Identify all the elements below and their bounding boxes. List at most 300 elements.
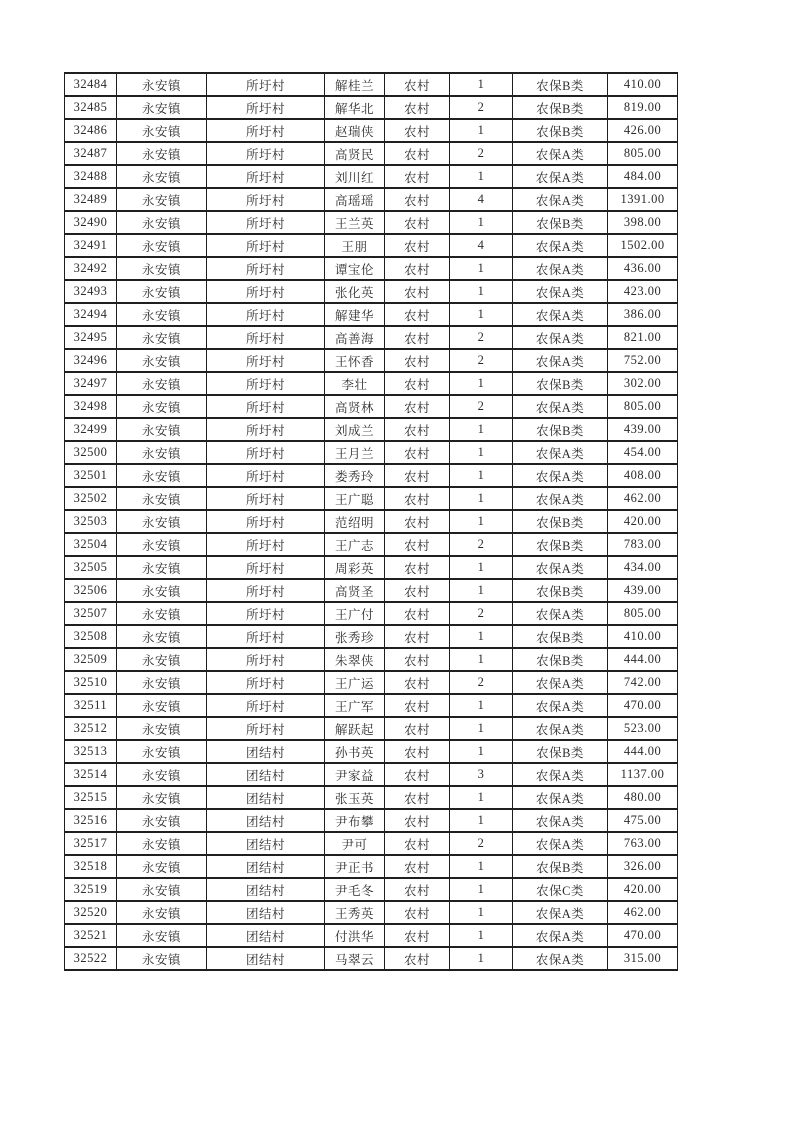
insurance-category-cell: 农保B类 (513, 96, 608, 119)
row-id-cell: 32509 (65, 648, 117, 671)
person-count-cell: 1 (450, 717, 513, 740)
amount-cell: 420.00 (608, 878, 678, 901)
amount-cell: 783.00 (608, 533, 678, 556)
town-cell: 永安镇 (117, 602, 207, 625)
amount-cell: 1391.00 (608, 188, 678, 211)
name-cell: 高贤圣 (325, 579, 385, 602)
row-id-cell: 32507 (65, 602, 117, 625)
residence-type-cell: 农村 (385, 441, 450, 464)
table-row (65, 671, 678, 694)
table-row (65, 96, 678, 119)
village-cell: 所圩村 (207, 625, 325, 648)
insurance-category-cell: 农保A类 (513, 671, 608, 694)
table-row (65, 487, 678, 510)
town-cell: 永安镇 (117, 395, 207, 418)
residence-type-cell: 农村 (385, 510, 450, 533)
village-cell: 团结村 (207, 763, 325, 786)
residence-type-cell: 农村 (385, 625, 450, 648)
insurance-category-cell: 农保A类 (513, 901, 608, 924)
row-id-cell: 32501 (65, 464, 117, 487)
name-cell: 解跃起 (325, 717, 385, 740)
residence-type-cell: 农村 (385, 579, 450, 602)
person-count-cell: 1 (450, 579, 513, 602)
residence-type-cell: 农村 (385, 809, 450, 832)
row-id-cell: 32506 (65, 579, 117, 602)
residence-type-cell: 农村 (385, 349, 450, 372)
town-cell: 永安镇 (117, 280, 207, 303)
name-cell: 马翠云 (325, 947, 385, 970)
residence-type-cell: 农村 (385, 878, 450, 901)
person-count-cell: 2 (450, 832, 513, 855)
table-row (65, 464, 678, 487)
amount-cell: 470.00 (608, 694, 678, 717)
table-row (65, 73, 678, 96)
person-count-cell: 1 (450, 418, 513, 441)
table-row (65, 786, 678, 809)
amount-cell: 821.00 (608, 326, 678, 349)
insurance-category-cell: 农保B类 (513, 625, 608, 648)
village-cell: 所圩村 (207, 648, 325, 671)
row-id-cell: 32511 (65, 694, 117, 717)
amount-cell: 326.00 (608, 855, 678, 878)
village-cell: 所圩村 (207, 96, 325, 119)
table-row (65, 211, 678, 234)
amount-cell: 436.00 (608, 257, 678, 280)
residence-type-cell: 农村 (385, 947, 450, 970)
insurance-category-cell: 农保A类 (513, 786, 608, 809)
insurance-category-cell: 农保A类 (513, 441, 608, 464)
name-cell: 尹家益 (325, 763, 385, 786)
row-id-cell: 32521 (65, 924, 117, 947)
village-cell: 所圩村 (207, 441, 325, 464)
amount-cell: 475.00 (608, 809, 678, 832)
name-cell: 范绍明 (325, 510, 385, 533)
amount-cell: 523.00 (608, 717, 678, 740)
person-count-cell: 1 (450, 740, 513, 763)
village-cell: 所圩村 (207, 303, 325, 326)
name-cell: 张秀珍 (325, 625, 385, 648)
amount-cell: 805.00 (608, 395, 678, 418)
person-count-cell: 3 (450, 763, 513, 786)
town-cell: 永安镇 (117, 533, 207, 556)
amount-cell: 480.00 (608, 786, 678, 809)
person-count-cell: 1 (450, 119, 513, 142)
person-count-cell: 2 (450, 142, 513, 165)
table-row (65, 855, 678, 878)
row-id-cell: 32486 (65, 119, 117, 142)
town-cell: 永安镇 (117, 625, 207, 648)
residence-type-cell: 农村 (385, 556, 450, 579)
town-cell: 永安镇 (117, 901, 207, 924)
row-id-cell: 32485 (65, 96, 117, 119)
table-row (65, 533, 678, 556)
town-cell: 永安镇 (117, 510, 207, 533)
town-cell: 永安镇 (117, 303, 207, 326)
residence-type-cell: 农村 (385, 326, 450, 349)
town-cell: 永安镇 (117, 257, 207, 280)
table-row (65, 510, 678, 533)
name-cell: 高贤民 (325, 142, 385, 165)
residence-type-cell: 农村 (385, 763, 450, 786)
person-count-cell: 1 (450, 441, 513, 464)
row-id-cell: 32500 (65, 441, 117, 464)
row-id-cell: 32522 (65, 947, 117, 970)
amount-cell: 420.00 (608, 510, 678, 533)
residence-type-cell: 农村 (385, 418, 450, 441)
town-cell: 永安镇 (117, 717, 207, 740)
village-cell: 所圩村 (207, 142, 325, 165)
residence-type-cell: 农村 (385, 234, 450, 257)
insurance-category-cell: 农保A类 (513, 257, 608, 280)
residence-type-cell: 农村 (385, 372, 450, 395)
person-count-cell: 2 (450, 349, 513, 372)
amount-cell: 423.00 (608, 280, 678, 303)
amount-cell: 1502.00 (608, 234, 678, 257)
row-id-cell: 32487 (65, 142, 117, 165)
name-cell: 张玉英 (325, 786, 385, 809)
amount-cell: 742.00 (608, 671, 678, 694)
person-count-cell: 1 (450, 73, 513, 96)
name-cell: 尹毛冬 (325, 878, 385, 901)
name-cell: 解华北 (325, 96, 385, 119)
row-id-cell: 32494 (65, 303, 117, 326)
name-cell: 娄秀玲 (325, 464, 385, 487)
insurance-category-cell: 农保A类 (513, 763, 608, 786)
residence-type-cell: 农村 (385, 487, 450, 510)
village-cell: 所圩村 (207, 671, 325, 694)
row-id-cell: 32495 (65, 326, 117, 349)
row-id-cell: 32515 (65, 786, 117, 809)
name-cell: 王广军 (325, 694, 385, 717)
register-table-body (65, 73, 678, 970)
village-cell: 团结村 (207, 947, 325, 970)
town-cell: 永安镇 (117, 119, 207, 142)
village-cell: 所圩村 (207, 165, 325, 188)
table-row (65, 119, 678, 142)
residence-type-cell: 农村 (385, 73, 450, 96)
name-cell: 王月兰 (325, 441, 385, 464)
person-count-cell: 1 (450, 786, 513, 809)
village-cell: 所圩村 (207, 372, 325, 395)
name-cell: 赵瑞侠 (325, 119, 385, 142)
table-row (65, 924, 678, 947)
town-cell: 永安镇 (117, 211, 207, 234)
village-cell: 所圩村 (207, 418, 325, 441)
amount-cell: 805.00 (608, 602, 678, 625)
name-cell: 解桂兰 (325, 73, 385, 96)
person-count-cell: 2 (450, 326, 513, 349)
row-id-cell: 32520 (65, 901, 117, 924)
residence-type-cell: 农村 (385, 280, 450, 303)
insurance-category-cell: 农保B类 (513, 533, 608, 556)
insurance-category-cell: 农保A类 (513, 326, 608, 349)
insurance-category-cell: 农保A类 (513, 832, 608, 855)
row-id-cell: 32503 (65, 510, 117, 533)
village-cell: 所圩村 (207, 487, 325, 510)
village-cell: 所圩村 (207, 188, 325, 211)
insurance-category-cell: 农保A类 (513, 487, 608, 510)
residence-type-cell: 农村 (385, 924, 450, 947)
insurance-category-cell: 农保A类 (513, 602, 608, 625)
name-cell: 刘成兰 (325, 418, 385, 441)
insurance-category-cell: 农保A类 (513, 142, 608, 165)
town-cell: 永安镇 (117, 832, 207, 855)
insurance-category-cell: 农保B类 (513, 418, 608, 441)
residence-type-cell: 农村 (385, 119, 450, 142)
amount-cell: 752.00 (608, 349, 678, 372)
person-count-cell: 1 (450, 947, 513, 970)
row-id-cell: 32490 (65, 211, 117, 234)
insurance-category-cell: 农保A类 (513, 556, 608, 579)
name-cell: 王兰英 (325, 211, 385, 234)
table-row (65, 901, 678, 924)
name-cell: 孙书英 (325, 740, 385, 763)
name-cell: 朱翠侠 (325, 648, 385, 671)
amount-cell: 805.00 (608, 142, 678, 165)
town-cell: 永安镇 (117, 418, 207, 441)
town-cell: 永安镇 (117, 73, 207, 96)
row-id-cell: 32510 (65, 671, 117, 694)
person-count-cell: 4 (450, 188, 513, 211)
village-cell: 团结村 (207, 740, 325, 763)
insurance-category-cell: 农保A类 (513, 303, 608, 326)
amount-cell: 454.00 (608, 441, 678, 464)
residence-type-cell: 农村 (385, 740, 450, 763)
name-cell: 高瑶瑶 (325, 188, 385, 211)
amount-cell: 386.00 (608, 303, 678, 326)
person-count-cell: 1 (450, 303, 513, 326)
village-cell: 团结村 (207, 832, 325, 855)
row-id-cell: 32519 (65, 878, 117, 901)
table-row (65, 326, 678, 349)
insurance-category-cell: 农保B类 (513, 73, 608, 96)
row-id-cell: 32508 (65, 625, 117, 648)
residence-type-cell: 农村 (385, 533, 450, 556)
row-id-cell: 32496 (65, 349, 117, 372)
amount-cell: 444.00 (608, 648, 678, 671)
amount-cell: 462.00 (608, 487, 678, 510)
amount-cell: 439.00 (608, 418, 678, 441)
person-count-cell: 1 (450, 809, 513, 832)
table-row (65, 280, 678, 303)
amount-cell: 763.00 (608, 832, 678, 855)
name-cell: 尹可 (325, 832, 385, 855)
insurance-category-cell: 农保A类 (513, 349, 608, 372)
row-id-cell: 32513 (65, 740, 117, 763)
amount-cell: 444.00 (608, 740, 678, 763)
amount-cell: 302.00 (608, 372, 678, 395)
village-cell: 所圩村 (207, 211, 325, 234)
amount-cell: 819.00 (608, 96, 678, 119)
town-cell: 永安镇 (117, 579, 207, 602)
insurance-category-cell: 农保B类 (513, 648, 608, 671)
person-count-cell: 1 (450, 372, 513, 395)
row-id-cell: 32488 (65, 165, 117, 188)
person-count-cell: 1 (450, 694, 513, 717)
person-count-cell: 4 (450, 234, 513, 257)
amount-cell: 462.00 (608, 901, 678, 924)
village-cell: 所圩村 (207, 395, 325, 418)
village-cell: 所圩村 (207, 694, 325, 717)
name-cell: 周彩英 (325, 556, 385, 579)
town-cell: 永安镇 (117, 556, 207, 579)
amount-cell: 434.00 (608, 556, 678, 579)
person-count-cell: 1 (450, 878, 513, 901)
insurance-category-cell: 农保A类 (513, 809, 608, 832)
insurance-category-cell: 农保A类 (513, 717, 608, 740)
name-cell: 尹正书 (325, 855, 385, 878)
residence-type-cell: 农村 (385, 832, 450, 855)
row-id-cell: 32489 (65, 188, 117, 211)
residence-type-cell: 农村 (385, 211, 450, 234)
residence-type-cell: 农村 (385, 257, 450, 280)
name-cell: 王广志 (325, 533, 385, 556)
row-id-cell: 32497 (65, 372, 117, 395)
table-row (65, 763, 678, 786)
village-cell: 所圩村 (207, 602, 325, 625)
town-cell: 永安镇 (117, 809, 207, 832)
table-row (65, 694, 678, 717)
village-cell: 所圩村 (207, 533, 325, 556)
village-cell: 团结村 (207, 855, 325, 878)
row-id-cell: 32493 (65, 280, 117, 303)
insurance-category-cell: 农保A类 (513, 188, 608, 211)
insurance-category-cell: 农保A类 (513, 234, 608, 257)
person-count-cell: 1 (450, 855, 513, 878)
town-cell: 永安镇 (117, 878, 207, 901)
table-row (65, 418, 678, 441)
name-cell: 解建华 (325, 303, 385, 326)
insurance-category-cell: 农保A类 (513, 280, 608, 303)
insurance-category-cell: 农保A类 (513, 464, 608, 487)
residence-type-cell: 农村 (385, 142, 450, 165)
row-id-cell: 32505 (65, 556, 117, 579)
amount-cell: 426.00 (608, 119, 678, 142)
town-cell: 永安镇 (117, 464, 207, 487)
amount-cell: 470.00 (608, 924, 678, 947)
table-row (65, 349, 678, 372)
name-cell: 王朋 (325, 234, 385, 257)
name-cell: 王广运 (325, 671, 385, 694)
town-cell: 永安镇 (117, 142, 207, 165)
insurance-category-cell: 农保B类 (513, 855, 608, 878)
village-cell: 所圩村 (207, 717, 325, 740)
insurance-category-cell: 农保B类 (513, 510, 608, 533)
row-id-cell: 32492 (65, 257, 117, 280)
name-cell: 尹布攀 (325, 809, 385, 832)
village-cell: 团结村 (207, 901, 325, 924)
residence-type-cell: 农村 (385, 671, 450, 694)
person-count-cell: 1 (450, 464, 513, 487)
residence-type-cell: 农村 (385, 96, 450, 119)
table-row (65, 303, 678, 326)
person-count-cell: 2 (450, 602, 513, 625)
table-row (65, 142, 678, 165)
town-cell: 永安镇 (117, 671, 207, 694)
town-cell: 永安镇 (117, 740, 207, 763)
insurance-category-cell: 农保A类 (513, 165, 608, 188)
town-cell: 永安镇 (117, 165, 207, 188)
amount-cell: 408.00 (608, 464, 678, 487)
residence-type-cell: 农村 (385, 855, 450, 878)
table-row (65, 556, 678, 579)
residence-type-cell: 农村 (385, 901, 450, 924)
town-cell: 永安镇 (117, 648, 207, 671)
town-cell: 永安镇 (117, 694, 207, 717)
payment-register-table (64, 72, 678, 971)
village-cell: 所圩村 (207, 73, 325, 96)
table-row (65, 165, 678, 188)
table-row (65, 234, 678, 257)
row-id-cell: 32499 (65, 418, 117, 441)
town-cell: 永安镇 (117, 326, 207, 349)
name-cell: 高善海 (325, 326, 385, 349)
table-row (65, 878, 678, 901)
village-cell: 所圩村 (207, 464, 325, 487)
residence-type-cell: 农村 (385, 648, 450, 671)
town-cell: 永安镇 (117, 372, 207, 395)
insurance-category-cell: 农保B类 (513, 579, 608, 602)
table-row (65, 740, 678, 763)
table-row (65, 188, 678, 211)
town-cell: 永安镇 (117, 188, 207, 211)
name-cell: 张化英 (325, 280, 385, 303)
village-cell: 所圩村 (207, 119, 325, 142)
village-cell: 所圩村 (207, 349, 325, 372)
amount-cell: 410.00 (608, 73, 678, 96)
amount-cell: 410.00 (608, 625, 678, 648)
name-cell: 王怀香 (325, 349, 385, 372)
name-cell: 刘川红 (325, 165, 385, 188)
town-cell: 永安镇 (117, 441, 207, 464)
village-cell: 所圩村 (207, 556, 325, 579)
insurance-category-cell: 农保A类 (513, 395, 608, 418)
village-cell: 所圩村 (207, 510, 325, 533)
table-row (65, 809, 678, 832)
row-id-cell: 32504 (65, 533, 117, 556)
village-cell: 团结村 (207, 878, 325, 901)
person-count-cell: 1 (450, 625, 513, 648)
village-cell: 所圩村 (207, 234, 325, 257)
insurance-category-cell: 农保A类 (513, 694, 608, 717)
table-row (65, 832, 678, 855)
village-cell: 所圩村 (207, 257, 325, 280)
name-cell: 王广聪 (325, 487, 385, 510)
table-row (65, 717, 678, 740)
residence-type-cell: 农村 (385, 717, 450, 740)
insurance-category-cell: 农保B类 (513, 211, 608, 234)
table-row (65, 579, 678, 602)
village-cell: 团结村 (207, 786, 325, 809)
amount-cell: 484.00 (608, 165, 678, 188)
residence-type-cell: 农村 (385, 188, 450, 211)
person-count-cell: 1 (450, 280, 513, 303)
person-count-cell: 1 (450, 924, 513, 947)
row-id-cell: 32491 (65, 234, 117, 257)
name-cell: 谭宝伦 (325, 257, 385, 280)
town-cell: 永安镇 (117, 96, 207, 119)
row-id-cell: 32502 (65, 487, 117, 510)
village-cell: 所圩村 (207, 579, 325, 602)
amount-cell: 398.00 (608, 211, 678, 234)
table-row (65, 625, 678, 648)
person-count-cell: 2 (450, 671, 513, 694)
residence-type-cell: 农村 (385, 395, 450, 418)
insurance-category-cell: 农保C类 (513, 878, 608, 901)
table-row (65, 947, 678, 970)
row-id-cell: 32516 (65, 809, 117, 832)
amount-cell: 439.00 (608, 579, 678, 602)
